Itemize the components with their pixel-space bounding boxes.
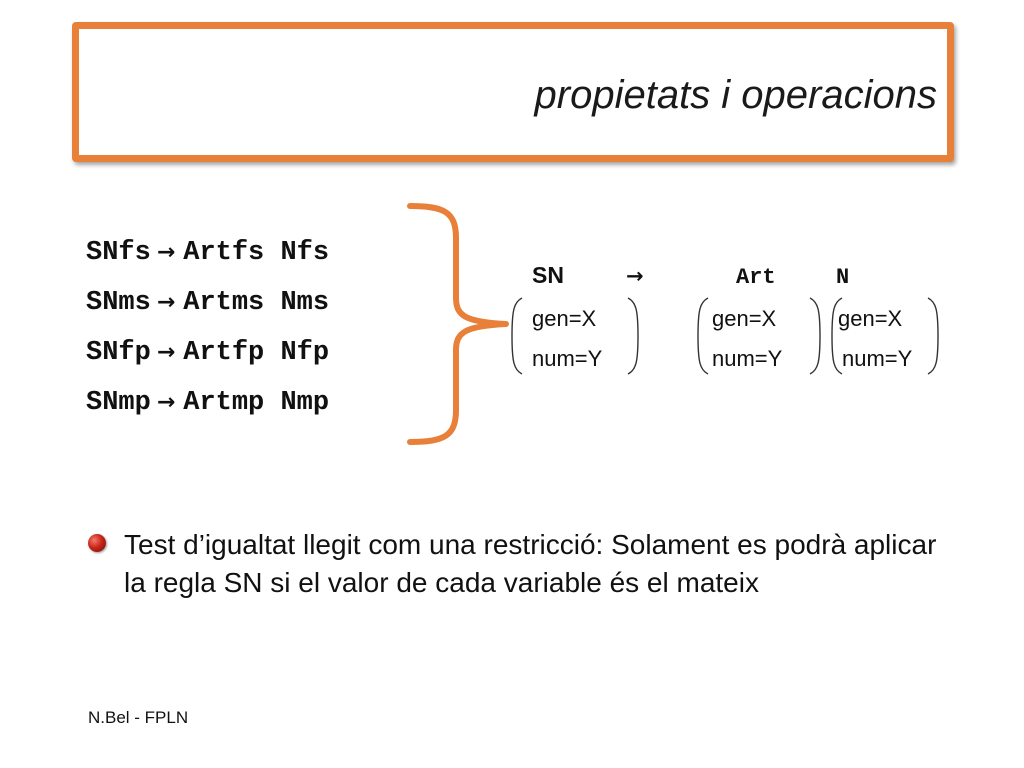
- rule-line: [86, 278, 329, 328]
- arrow-icon: →: [626, 264, 644, 288]
- feature-structure-sn: [510, 296, 640, 376]
- rule-line: [86, 378, 329, 428]
- arrow-icon: →: [156, 390, 176, 415]
- feature-gen: gen=X: [532, 306, 597, 331]
- feature-structure-n: [830, 296, 942, 376]
- slide-title: propietats i operacions: [534, 73, 937, 117]
- rule-rhs: Artmp Nmp: [183, 388, 330, 418]
- arrow-icon: →: [156, 290, 176, 315]
- rule-lhs: SNfp: [86, 338, 151, 368]
- feature-num: num=Y: [532, 346, 603, 371]
- feature-num: num=Y: [712, 346, 783, 371]
- arrow-icon: →: [156, 240, 176, 265]
- rule-lhs: SNms: [86, 288, 151, 318]
- feature-gen: gen=X: [712, 306, 777, 331]
- footer-text: N.Bel - FPLN: [88, 708, 189, 727]
- rule-list: [86, 228, 329, 428]
- title-box: [72, 22, 954, 162]
- feature-num: num=Y: [842, 346, 913, 371]
- rule-rhs: Artfs Nfs: [183, 238, 330, 268]
- bullet-icon: [88, 534, 106, 552]
- rule-line: [86, 328, 329, 378]
- feature-rule-lhs: SN: [532, 262, 564, 288]
- rule-lhs: SNmp: [86, 388, 151, 418]
- feature-rule-art: Art: [736, 265, 776, 290]
- bullet-text: Test d’igualtat llegit com una restricció: Solament es podrà aplicar la regla SN si el valor de cada variable és el mateix: [124, 529, 937, 598]
- rule-rhs: Artfp Nfp: [183, 338, 330, 368]
- curly-brace-icon: [404, 198, 514, 448]
- rule-line: [86, 228, 329, 278]
- rule-rhs: Artms Nms: [183, 288, 330, 318]
- arrow-icon: →: [156, 340, 176, 365]
- rule-lhs: SNfs: [86, 238, 151, 268]
- feature-rule-n: N: [836, 265, 850, 290]
- feature-gen: gen=X: [838, 306, 903, 331]
- feature-structure-art: [696, 296, 826, 376]
